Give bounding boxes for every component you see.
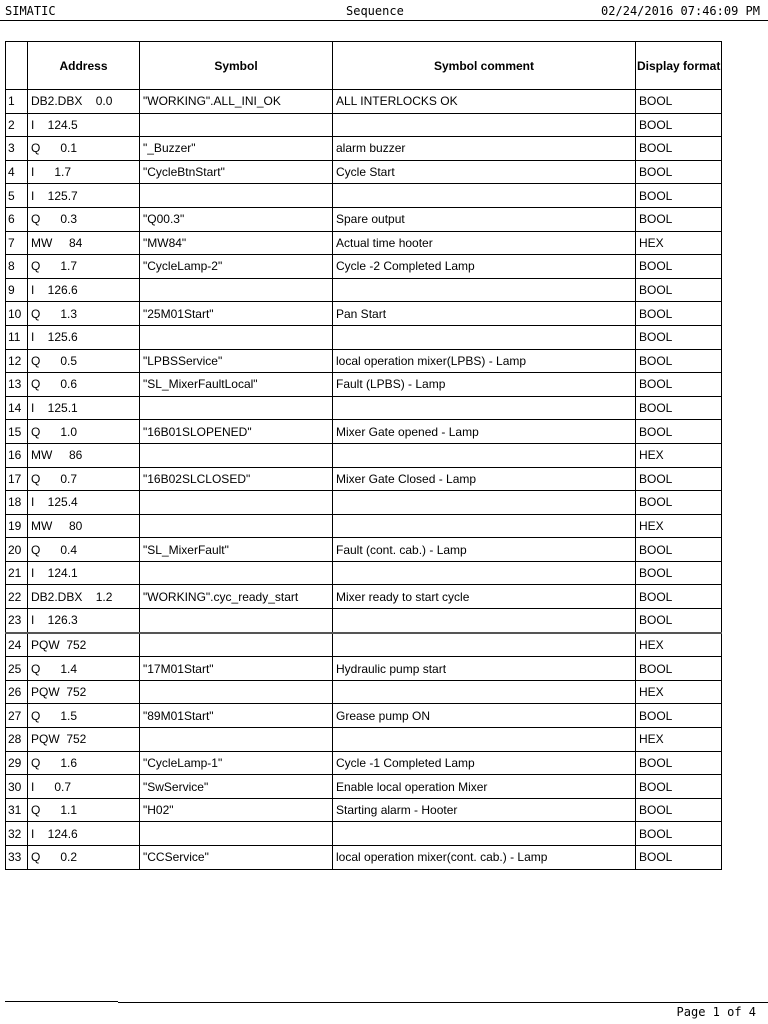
- display-format-cell: HEX: [636, 514, 722, 538]
- row-index: 11: [6, 325, 28, 349]
- symbol-cell: "LPBSService": [140, 349, 333, 373]
- symbol-comment-cell: Grease pump ON: [333, 704, 636, 728]
- address-cell: Q 0.1: [28, 137, 140, 161]
- symbol-comment-cell: local operation mixer(LPBS) - Lamp: [333, 349, 636, 373]
- row-index: 1: [6, 90, 28, 114]
- row-index: 7: [6, 231, 28, 255]
- table-row: [6, 798, 722, 822]
- symbol-cell: [140, 443, 333, 467]
- row-index: 3: [6, 137, 28, 161]
- table-row: [6, 160, 722, 184]
- symbol-comment-cell: [333, 822, 636, 846]
- address-cell: Q 1.4: [28, 657, 140, 681]
- display-format-cell: BOOL: [636, 657, 722, 681]
- symbol-comment-cell: Fault (cont. cab.) - Lamp: [333, 538, 636, 562]
- symbol-cell: "Q00.3": [140, 207, 333, 231]
- display-format-cell: BOOL: [636, 420, 722, 444]
- symbol-cell: [140, 491, 333, 515]
- display-format-cell: BOOL: [636, 561, 722, 585]
- table-row: [6, 680, 722, 704]
- display-format-cell: BOOL: [636, 609, 722, 633]
- display-format-cell: BOOL: [636, 278, 722, 302]
- col-header-address: Address: [28, 42, 140, 90]
- table-row: [6, 325, 722, 349]
- display-format-cell: BOOL: [636, 798, 722, 822]
- symbol-cell: "CCService": [140, 846, 333, 870]
- row-index: 18: [6, 491, 28, 515]
- table-row: [6, 113, 722, 137]
- row-index: 24: [6, 633, 28, 657]
- table-row: [6, 90, 722, 114]
- table-header-row: [6, 42, 722, 90]
- row-index: 32: [6, 822, 28, 846]
- footer-divider: [118, 1002, 768, 1003]
- symbol-cell: "WORKING".ALL_INI_OK: [140, 90, 333, 114]
- symbol-comment-cell: [333, 443, 636, 467]
- table-row: [6, 657, 722, 681]
- display-format-cell: HEX: [636, 443, 722, 467]
- table-row: [6, 467, 722, 491]
- address-cell: Q 1.7: [28, 255, 140, 279]
- col-header-symbol: Symbol: [140, 42, 333, 90]
- row-index: 22: [6, 585, 28, 609]
- address-cell: MW 86: [28, 443, 140, 467]
- symbol-comment-cell: [333, 514, 636, 538]
- table-row: [6, 302, 722, 326]
- row-index: 20: [6, 538, 28, 562]
- display-format-cell: BOOL: [636, 775, 722, 799]
- display-format-cell: BOOL: [636, 704, 722, 728]
- address-cell: I 124.5: [28, 113, 140, 137]
- symbol-cell: [140, 184, 333, 208]
- symbol-comment-cell: Fault (LPBS) - Lamp: [333, 373, 636, 397]
- table-row: [6, 633, 722, 657]
- row-index: 26: [6, 680, 28, 704]
- symbol-cell: "16B02SLCLOSED": [140, 467, 333, 491]
- address-cell: I 0.7: [28, 775, 140, 799]
- symbol-cell: [140, 514, 333, 538]
- display-format-cell: BOOL: [636, 184, 722, 208]
- display-format-cell: BOOL: [636, 302, 722, 326]
- timestamp: 02/24/2016 07:46:09 PM: [601, 4, 760, 18]
- symbol-comment-cell: Cycle Start: [333, 160, 636, 184]
- symbol-comment-cell: [333, 680, 636, 704]
- symbol-cell: "SwService": [140, 775, 333, 799]
- symbol-cell: "16B01SLOPENED": [140, 420, 333, 444]
- address-cell: I 125.6: [28, 325, 140, 349]
- address-cell: DB2.DBX 0.0: [28, 90, 140, 114]
- symbol-cell: [140, 278, 333, 302]
- address-cell: I 1.7: [28, 160, 140, 184]
- symbol-table: [5, 41, 722, 870]
- symbol-comment-cell: [333, 633, 636, 657]
- row-index: 16: [6, 443, 28, 467]
- symbol-comment-cell: [333, 728, 636, 752]
- row-index: 25: [6, 657, 28, 681]
- row-index: 27: [6, 704, 28, 728]
- display-format-cell: HEX: [636, 728, 722, 752]
- table-row: [6, 822, 722, 846]
- display-format-cell: BOOL: [636, 585, 722, 609]
- display-format-cell: BOOL: [636, 491, 722, 515]
- symbol-comment-cell: [333, 561, 636, 585]
- symbol-comment-cell: Enable local operation Mixer: [333, 775, 636, 799]
- row-index: 14: [6, 396, 28, 420]
- table-row: [6, 585, 722, 609]
- symbol-cell: [140, 113, 333, 137]
- address-cell: I 126.6: [28, 278, 140, 302]
- symbol-cell: "CycleBtnStart": [140, 160, 333, 184]
- address-cell: I 125.1: [28, 396, 140, 420]
- footer-divider: [5, 1001, 118, 1002]
- row-index: 5: [6, 184, 28, 208]
- address-cell: PQW 752: [28, 680, 140, 704]
- symbol-comment-cell: Mixer Gate Closed - Lamp: [333, 467, 636, 491]
- symbol-comment-cell: [333, 184, 636, 208]
- symbol-comment-cell: Actual time hooter: [333, 231, 636, 255]
- row-index: 31: [6, 798, 28, 822]
- display-format-cell: BOOL: [636, 137, 722, 161]
- row-index: 15: [6, 420, 28, 444]
- display-format-cell: BOOL: [636, 207, 722, 231]
- symbol-cell: [140, 325, 333, 349]
- address-cell: I 124.6: [28, 822, 140, 846]
- col-header-symbol-comment: Symbol comment: [333, 42, 636, 90]
- col-header-index: [6, 42, 28, 90]
- row-index: 23: [6, 609, 28, 633]
- table-row: [6, 255, 722, 279]
- address-cell: MW 84: [28, 231, 140, 255]
- address-cell: I 125.7: [28, 184, 140, 208]
- display-format-cell: BOOL: [636, 538, 722, 562]
- row-index: 9: [6, 278, 28, 302]
- symbol-comment-cell: [333, 609, 636, 633]
- symbol-comment-cell: Mixer Gate opened - Lamp: [333, 420, 636, 444]
- display-format-cell: HEX: [636, 680, 722, 704]
- symbol-comment-cell: Pan Start: [333, 302, 636, 326]
- table-row: [6, 278, 722, 302]
- symbol-cell: [140, 633, 333, 657]
- symbol-comment-cell: ALL INTERLOCKS OK: [333, 90, 636, 114]
- address-cell: I 126.3: [28, 609, 140, 633]
- row-index: 30: [6, 775, 28, 799]
- display-format-cell: BOOL: [636, 751, 722, 775]
- table-row: [6, 137, 722, 161]
- address-cell: Q 1.6: [28, 751, 140, 775]
- row-index: 19: [6, 514, 28, 538]
- display-format-cell: BOOL: [636, 822, 722, 846]
- symbol-comment-cell: Hydraulic pump start: [333, 657, 636, 681]
- table-row: [6, 396, 722, 420]
- symbol-cell: "SL_MixerFaultLocal": [140, 373, 333, 397]
- symbol-cell: "H02": [140, 798, 333, 822]
- display-format-cell: BOOL: [636, 90, 722, 114]
- symbol-cell: "WORKING".cyc_ready_start: [140, 585, 333, 609]
- table-row: [6, 538, 722, 562]
- page-header: [0, 0, 768, 21]
- display-format-cell: BOOL: [636, 846, 722, 870]
- symbol-cell: "MW84": [140, 231, 333, 255]
- table-row: [6, 775, 722, 799]
- row-index: 13: [6, 373, 28, 397]
- table-row: [6, 514, 722, 538]
- table-row: [6, 420, 722, 444]
- table-row: [6, 349, 722, 373]
- table-row: [6, 609, 722, 633]
- display-format-cell: BOOL: [636, 373, 722, 397]
- symbol-comment-cell: Starting alarm - Hooter: [333, 798, 636, 822]
- display-format-cell: BOOL: [636, 467, 722, 491]
- symbol-cell: "_Buzzer": [140, 137, 333, 161]
- table-row: [6, 207, 722, 231]
- table-row: [6, 846, 722, 870]
- table-row: [6, 184, 722, 208]
- symbol-comment-cell: [333, 396, 636, 420]
- symbol-comment-cell: [333, 113, 636, 137]
- address-cell: Q 1.3: [28, 302, 140, 326]
- table-row: [6, 373, 722, 397]
- symbol-comment-cell: Mixer ready to start cycle: [333, 585, 636, 609]
- page-number: Page 1 of 4: [676, 1005, 756, 1019]
- symbol-comment-cell: Cycle -1 Completed Lamp: [333, 751, 636, 775]
- row-index: 17: [6, 467, 28, 491]
- symbol-cell: "25M01Start": [140, 302, 333, 326]
- address-cell: Q 0.4: [28, 538, 140, 562]
- symbol-comment-cell: [333, 491, 636, 515]
- row-index: 10: [6, 302, 28, 326]
- table-row: [6, 704, 722, 728]
- symbol-cell: "SL_MixerFault": [140, 538, 333, 562]
- address-cell: Q 1.0: [28, 420, 140, 444]
- address-cell: I 124.1: [28, 561, 140, 585]
- row-index: 12: [6, 349, 28, 373]
- address-cell: Q 0.5: [28, 349, 140, 373]
- symbol-cell: [140, 396, 333, 420]
- table-row: [6, 751, 722, 775]
- symbol-comment-cell: local operation mixer(cont. cab.) - Lamp: [333, 846, 636, 870]
- table-row: [6, 728, 722, 752]
- address-cell: Q 1.5: [28, 704, 140, 728]
- symbol-cell: [140, 680, 333, 704]
- display-format-cell: HEX: [636, 633, 722, 657]
- symbol-cell: [140, 728, 333, 752]
- symbol-cell: "17M01Start": [140, 657, 333, 681]
- display-format-cell: HEX: [636, 231, 722, 255]
- row-index: 2: [6, 113, 28, 137]
- table-row: [6, 231, 722, 255]
- symbol-comment-cell: [333, 278, 636, 302]
- table-row: [6, 443, 722, 467]
- symbol-comment-cell: Spare output: [333, 207, 636, 231]
- display-format-cell: BOOL: [636, 255, 722, 279]
- table-body: [6, 90, 722, 870]
- symbol-cell: [140, 561, 333, 585]
- symbol-comment-cell: Cycle -2 Completed Lamp: [333, 255, 636, 279]
- symbol-comment-cell: [333, 325, 636, 349]
- table-row: [6, 491, 722, 515]
- address-cell: MW 80: [28, 514, 140, 538]
- address-cell: Q 0.3: [28, 207, 140, 231]
- address-cell: Q 0.2: [28, 846, 140, 870]
- address-cell: Q 0.7: [28, 467, 140, 491]
- address-cell: Q 0.6: [28, 373, 140, 397]
- display-format-cell: BOOL: [636, 160, 722, 184]
- display-format-cell: BOOL: [636, 113, 722, 137]
- symbol-cell: "CycleLamp-2": [140, 255, 333, 279]
- document-title: Sequence: [346, 4, 404, 18]
- display-format-cell: BOOL: [636, 349, 722, 373]
- address-cell: DB2.DBX 1.2: [28, 585, 140, 609]
- address-cell: Q 1.1: [28, 798, 140, 822]
- symbol-cell: "CycleLamp-1": [140, 751, 333, 775]
- address-cell: PQW 752: [28, 728, 140, 752]
- row-index: 4: [6, 160, 28, 184]
- col-header-display-format: Display format: [636, 42, 722, 90]
- row-index: 21: [6, 561, 28, 585]
- display-format-cell: BOOL: [636, 396, 722, 420]
- row-index: 6: [6, 207, 28, 231]
- table-row: [6, 561, 722, 585]
- symbol-cell: "89M01Start": [140, 704, 333, 728]
- symbol-comment-cell: alarm buzzer: [333, 137, 636, 161]
- row-index: 28: [6, 728, 28, 752]
- address-cell: I 125.4: [28, 491, 140, 515]
- row-index: 8: [6, 255, 28, 279]
- address-cell: PQW 752: [28, 633, 140, 657]
- display-format-cell: BOOL: [636, 325, 722, 349]
- symbol-cell: [140, 822, 333, 846]
- symbol-cell: [140, 609, 333, 633]
- row-index: 33: [6, 846, 28, 870]
- app-title: SIMATIC: [5, 4, 56, 18]
- row-index: 29: [6, 751, 28, 775]
